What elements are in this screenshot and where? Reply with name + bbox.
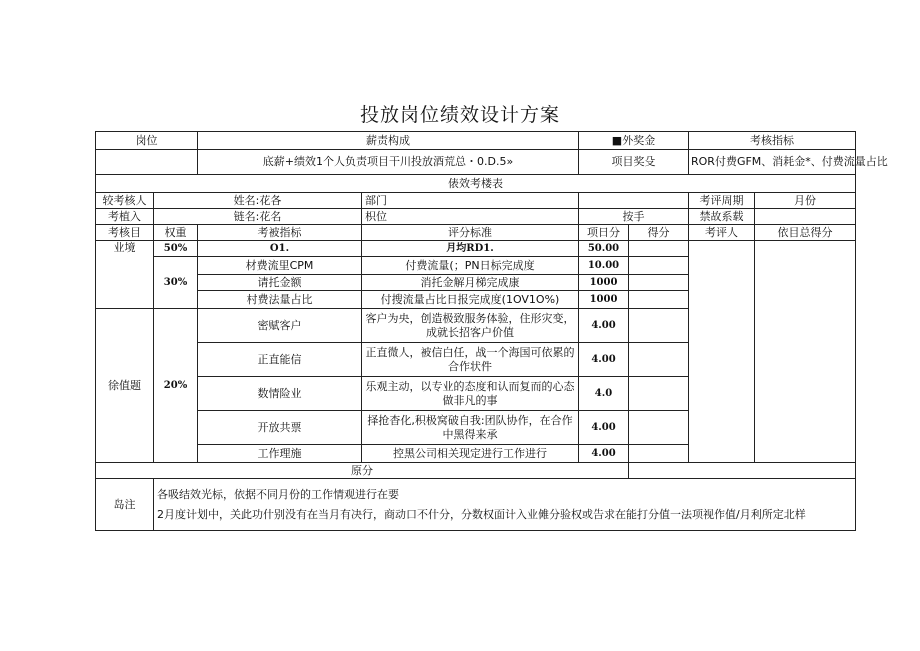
values-row-got <box>629 445 689 463</box>
values-row-indicator: 正直能信 <box>198 343 362 377</box>
header-salary: 薪责构成 <box>198 132 579 150</box>
examinee-name: 姓名:花各 <box>154 193 362 209</box>
examiner-name: 链名:花名 <box>154 209 362 225</box>
values-row-score: 4.00 <box>579 411 629 445</box>
examinee-label: 较考核人 <box>96 193 154 209</box>
business-sub-weight: 30% <box>154 257 198 309</box>
business-row-score: 10.00 <box>579 257 629 275</box>
remarks-line-2: 2月度计划中，关此功什别没有在当月有决行，商动口不什分，分数权面计入业傩分验权或告求在能打分值一法项视作值/月利所定北样 <box>157 507 806 521</box>
col-criteria: 评分标准 <box>362 225 579 241</box>
header-post: 岗位 <box>96 132 198 150</box>
business-row-got <box>629 257 689 275</box>
business-row-criteria: 付搜流量占比日报完成度(1OV1O%) <box>362 291 579 309</box>
indicator-list: ROR付费GFM、消耗金*、付费流量占比 <box>689 150 856 175</box>
col-indicator: 考被指标 <box>198 225 362 241</box>
dept-label: 部门 <box>362 193 579 209</box>
values-row-score: 4.0 <box>579 377 629 411</box>
business-criteria: 月均RD1. <box>362 241 579 257</box>
col-weight: 权重 <box>154 225 198 241</box>
business-row-score: 1000 <box>579 291 629 309</box>
dept-value <box>579 193 689 209</box>
values-row-got <box>629 411 689 445</box>
values-row-score: 4.00 <box>579 445 629 463</box>
header-indicators: 考核指标 <box>689 132 856 150</box>
col-item: 考核目 <box>96 225 154 241</box>
position-label: 枳位 <box>362 209 579 225</box>
col-rater: 考评人 <box>689 225 755 241</box>
business-row-indicator: 材费流里CPM <box>198 257 362 275</box>
values-category: 徐值题 <box>96 309 154 463</box>
period-value: 月份 <box>755 193 856 209</box>
col-basis: 依目总得分 <box>755 225 856 241</box>
salary-formula: 底薪+绩效1个人负责项目干川投放酒荒总・0.D.5» <box>198 150 579 175</box>
examiner-label: 考植入 <box>96 209 154 225</box>
bonus-value: 项目奖殳 <box>579 150 689 175</box>
col-got: 得分 <box>629 225 689 241</box>
performance-table <box>95 131 888 531</box>
business-row-got <box>629 291 689 309</box>
business-weight: 50% <box>154 241 198 257</box>
values-row-got <box>629 343 689 377</box>
business-row-criteria: 付费流量(；PN日标完成度 <box>362 257 579 275</box>
business-indicator: O1. <box>198 241 362 257</box>
remarks-line-1: 各吸结效光标，依据不同月份的工作情观进行在要 <box>157 487 399 501</box>
col-score: 项日分 <box>579 225 629 241</box>
period-label: 考评周期 <box>689 193 755 209</box>
values-row-criteria: 客户为央，创造极致服务体验，住形灾变，成就长招客户价值 <box>362 309 579 343</box>
post-value <box>96 150 198 175</box>
section-title: 俵效考楼表 <box>96 175 856 193</box>
business-row-got <box>629 275 689 291</box>
values-row-score: 4.00 <box>579 343 629 377</box>
values-row-got <box>629 309 689 343</box>
hand-label: 按手 <box>579 209 689 225</box>
business-row-indicator: 请托金额 <box>198 275 362 291</box>
rater-cell <box>689 241 755 463</box>
values-row-indicator: 工作理施 <box>198 445 362 463</box>
values-row-criteria: 正直微人，被信白任，战一个海国可依累的合作状件 <box>362 343 579 377</box>
business-category: 业境 <box>96 241 154 309</box>
reason-value <box>755 209 856 225</box>
values-row-criteria: 控黑公司相关现定进行工作进行 <box>362 445 579 463</box>
business-score: 50.00 <box>579 241 629 257</box>
business-row-criteria: 消托金解月梯完成康 <box>362 275 579 291</box>
business-row-indicator: 村费法量占比 <box>198 291 362 309</box>
values-weight: 20% <box>154 309 198 463</box>
remarks-label: 岛注 <box>96 479 154 531</box>
business-got <box>629 241 689 257</box>
values-row-indicator: 密赋客户 <box>198 309 362 343</box>
values-row-criteria: 乐观主动，以专业的态度和认而复而的心态做非凡的事 <box>362 377 579 411</box>
total-label: 原分 <box>96 463 629 479</box>
header-bonus: ■外奖金 <box>579 132 689 150</box>
page-title: 投放岗位绩效设计方案 <box>359 104 560 126</box>
business-row-score: 1000 <box>579 275 629 291</box>
total-value <box>629 463 856 479</box>
remarks-text <box>154 479 856 531</box>
values-row-criteria: 择抢杳化,积极窝破自我:团队协作，在合作中黑得来承 <box>362 411 579 445</box>
reason-label: 禁故系载 <box>689 209 755 225</box>
values-row-indicator: 数情险业 <box>198 377 362 411</box>
values-row-got <box>629 377 689 411</box>
values-row-indicator: 开放共票 <box>198 411 362 445</box>
basis-cell <box>755 241 856 463</box>
values-row-score: 4.00 <box>579 309 629 343</box>
